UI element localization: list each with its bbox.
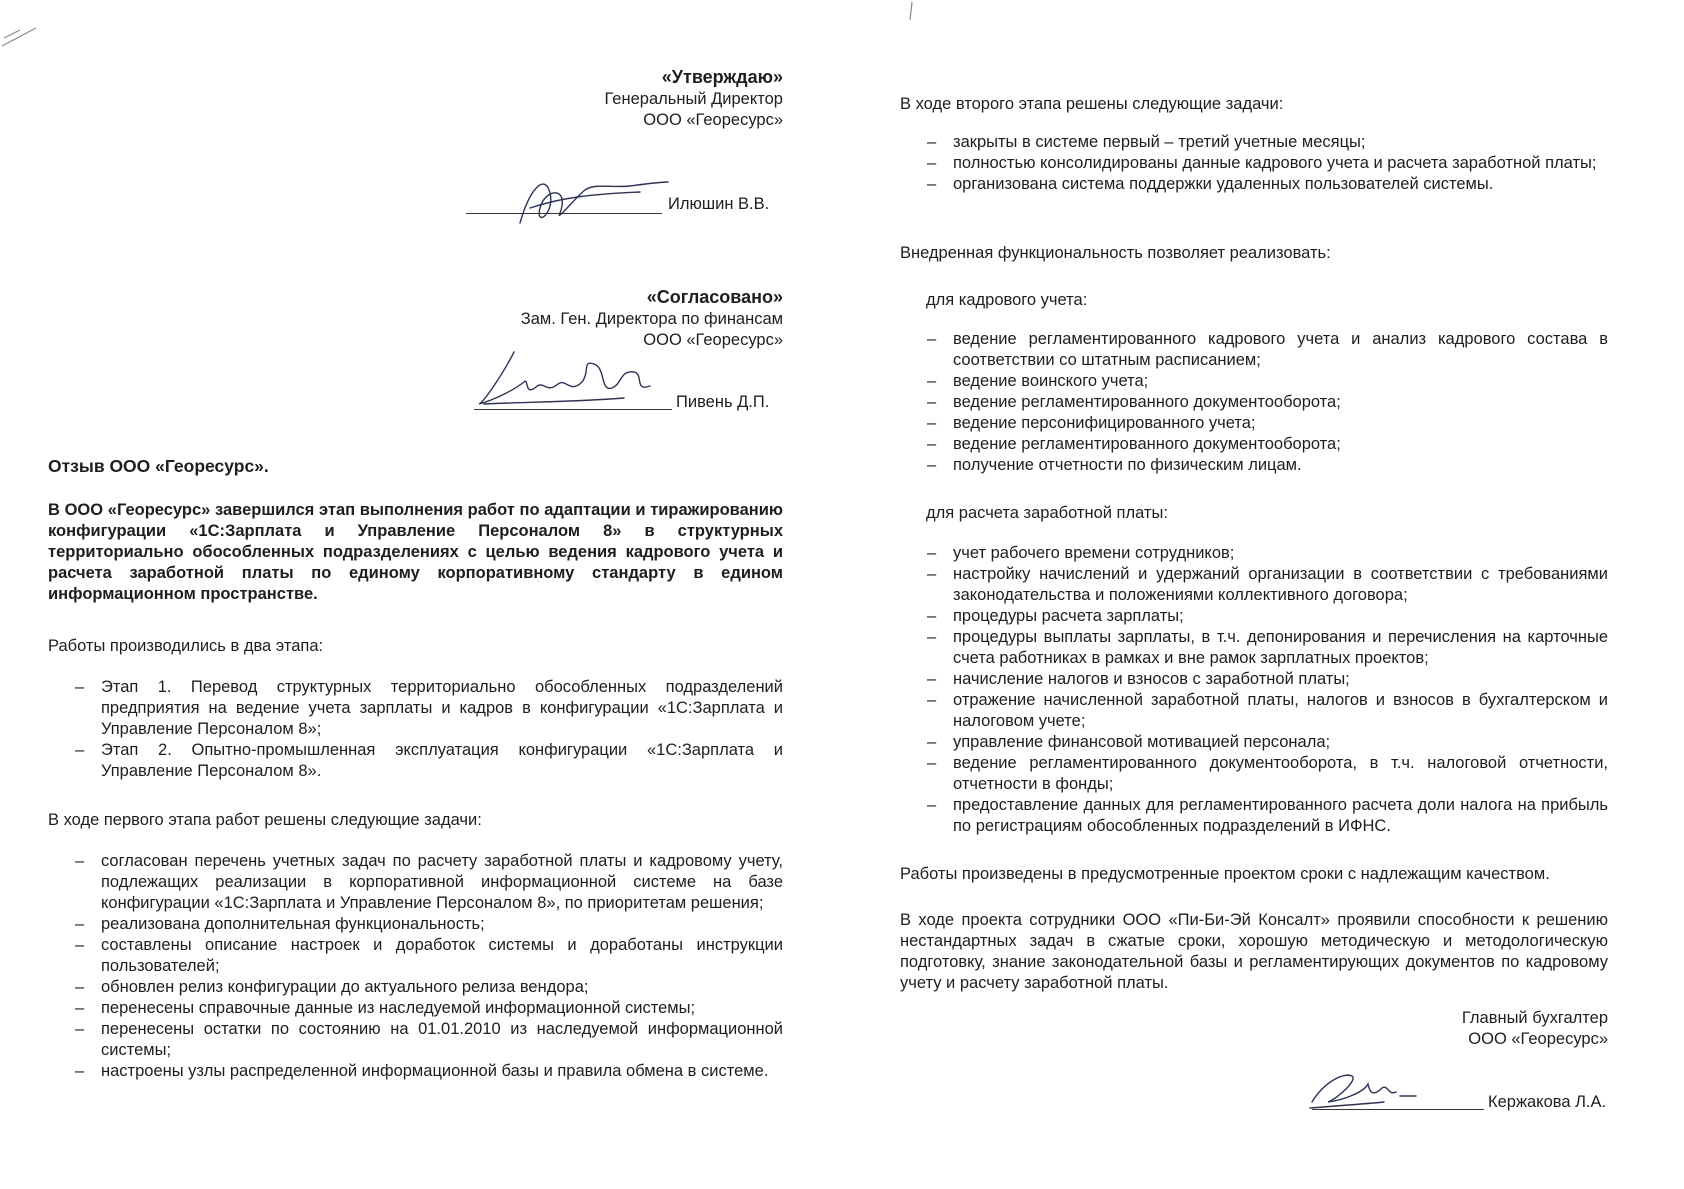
list-item: – процедуры выплаты зарплаты, в т.ч. депонирования и перечисления на карточные счета работниках в рамках и вне рамок зарплатных проектов; [927, 628, 1608, 667]
list-item: – настроены узлы распределенной информационной базы и правила обмена в системе. [75, 1062, 769, 1080]
scan-mark [902, 0, 922, 24]
list-item: – Этап 1. Перевод структурных территориально обособленных подразделений предприятия на ведение учета зарплаты и кадров в конфигурации «1С:Зарплата и Управление Персоналом 8»; [75, 678, 783, 738]
list-item: – предоставление данных для регламентированного расчета доли налога на прибыль по регистрациям обособленных подразделений в ИФНС. [927, 796, 1608, 835]
list-item: – обновлен релиз конфигурации до актуального релиза вендора; [75, 978, 589, 996]
second-stage-heading: В ходе второго этапа решены следующие задачи: [900, 95, 1284, 113]
list-item: – составлены описание настроек и доработок системы и доработаны инструкции пользователей; [75, 936, 783, 975]
stages-heading: Работы производились в два этапа: [48, 637, 324, 655]
list-item: – управление финансовой мотивацией персонала; [927, 733, 1331, 751]
list-item: – ведение регламентированного кадрового учета и анализ кадрового состава в соответствии со штатным расписанием; [927, 330, 1608, 369]
list-item: – ведение персонифицированного учета; [927, 414, 1256, 432]
list-item: – перенесены остатки по состоянию на 01.01.2010 из наследуемой информационной системы; [75, 1020, 783, 1059]
agreed-title: «Согласовано» [646, 287, 783, 307]
hr-heading: для кадрового учета: [926, 291, 1088, 309]
functionality-heading: Внедренная функциональность позволяет реализовать: [900, 244, 1331, 262]
review-intro: В ООО «Георесурс» завершился этап выполнения работ по адаптации и тиражированию конфигурации «1С:Зарплата и Управление Персоналом 8» в структурных территориально обособленных подразделениях с целью ведения кадрового учета и расчета заработной платы по единому корпоративному стандарту в едином информационном пространстве. [48, 501, 783, 603]
agreed-company: ООО «Георесурс» [643, 331, 783, 349]
list-item: – Этап 2. Опытно-промышленная эксплуатация конфигурации «1С:Зарплата и Управление Персоналом 8». [75, 741, 783, 780]
stages-list [48, 677, 783, 782]
first-stage-heading: В ходе первого этапа работ решены следующие задачи: [48, 811, 482, 829]
list-item: – перенесены справочные данные из наследуемой информационной системы; [75, 999, 696, 1017]
list-item: – получение отчетности по физическим лицам. [927, 456, 1302, 474]
list-item: – ведение регламентированного документооборота; [927, 393, 1341, 411]
list-item: – настройку начислений и удержаний организации в соответствии с требованиями законодательства и положениями коллективного договора; [927, 565, 1608, 604]
review-title: Отзыв ООО «Георесурс». [48, 456, 269, 476]
praise-paragraph: В ходе проекта сотрудники ООО «Пи-Би-Эй Консалт» проявили способности к решению нестандартных задач в сжатые сроки, хорошую методическую и методологическую подготовку, знание законодательной базы и регламентирующих документов по кадровому учету и расчету заработной платы. [900, 911, 1608, 992]
approval-company: ООО «Георесурс» [643, 111, 783, 129]
second-stage-list [900, 132, 1608, 195]
signature-piven [474, 342, 674, 414]
agreed-position: Зам. Ген. Директора по финансам [520, 310, 783, 328]
approval-position: Генеральный Директор [604, 90, 783, 108]
list-item: – процедуры расчета зарплаты; [927, 607, 1184, 625]
list-item: – согласован перечень учетных задач по расчету заработной платы и кадровому учету, подлежащих реализации в корпоративной информационной системе на базе конфигурации «1С:Зарплата и Управление Персоналом 8», по приоритетам решения; [75, 852, 783, 912]
signature-ilyushin [500, 168, 670, 238]
list-item: – ведение воинского учета; [927, 372, 1149, 390]
list-item: – закрыты в системе первый – третий учетные месяцы; [927, 133, 1366, 151]
scan-mark [0, 8, 40, 48]
signer-company: ООО «Георесурс» [1468, 1030, 1608, 1048]
signer-position: Главный бухгалтер [1461, 1009, 1608, 1027]
signer-name: Кержакова Л.А. [1488, 1093, 1607, 1111]
signature-kerzhakova [1304, 1062, 1424, 1114]
conclusion: Работы произведены в предусмотренные проектом сроки с надлежащим качеством. [900, 865, 1550, 883]
payroll-list [900, 543, 1608, 837]
list-item: – полностью консолидированы данные кадрового учета и расчета заработной платы; [927, 154, 1597, 172]
list-item: – отражение начисленной заработной платы, налогов и взносов в бухгалтерском и налоговом учете; [927, 691, 1608, 730]
list-item: – ведение регламентированного документооборота; [927, 435, 1341, 453]
approval-signer-name: Илюшин В.В. [668, 195, 770, 213]
approval-block [400, 66, 783, 131]
payroll-heading: для расчета заработной платы: [926, 504, 1168, 522]
first-stage-list [48, 851, 783, 1082]
list-item: – учет рабочего времени сотрудников; [927, 544, 1235, 562]
hr-list [900, 329, 1608, 476]
list-item: – начисление налогов и взносов с заработной платы; [927, 670, 1350, 688]
agreed-signer-name: Пивень Д.П. [676, 393, 770, 411]
list-item: – ведение регламентированного документооборота, в т.ч. налоговой отчетности, отчетности в фонды; [927, 754, 1608, 793]
list-item: – организована система поддержки удаленных пользователей системы. [927, 175, 1494, 193]
list-item: – реализована дополнительная функциональность; [75, 915, 485, 933]
approval-title: «Утверждаю» [661, 67, 783, 87]
signer-block [1222, 1008, 1608, 1050]
right-page [842, 0, 1684, 1189]
